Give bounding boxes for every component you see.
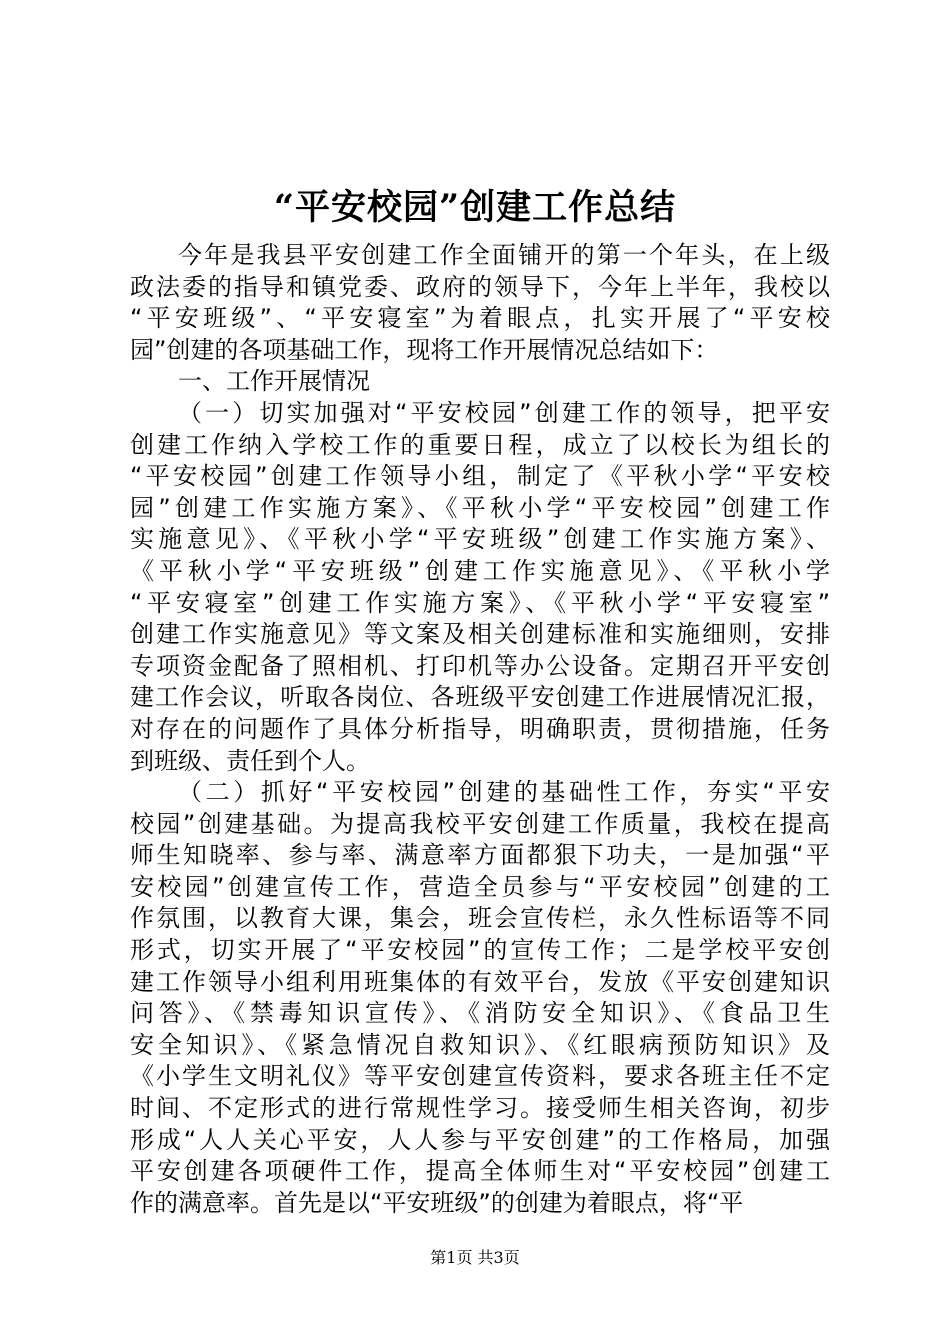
text-line: 形成“人人关心平安，人人参与平安创建”的工作格局，加强 <box>130 1125 830 1154</box>
text-line: 校园”创建基础。为提高我校平安创建工作质量，我校在提高 <box>130 809 830 838</box>
text-line: 安校园”创建宣传工作，营造全员参与“平安校园”创建的工 <box>130 872 830 901</box>
paragraph <box>130 366 830 398</box>
text-line: 师生知晓率、参与率、满意率方面都狠下功夫，一是加强“平 <box>130 841 830 870</box>
text-line: 《小学生文明礼仪》等平安创建宣传资料，要求各班主任不定 <box>130 1062 830 1091</box>
text-line: 时间、不定形式的进行常规性学习。接受师生相关咨询，初步 <box>130 1094 830 1123</box>
text-line: 创建工作纳入学校工作的重要日程，成立了以校长为组长的 <box>130 430 830 459</box>
text-line: 问答》、《禁毒知识宣传》、《消防安全知识》、《食品卫生 <box>130 999 830 1028</box>
text-line: 到班级、责任到个人。 <box>130 746 370 775</box>
paragraph <box>130 777 830 1219</box>
text-line: 《平秋小学“平安班级”创建工作实施意见》、《平秋小学 <box>130 556 830 585</box>
text-line: 安全知识》、《紧急情况自救知识》、《红眼病预防知识》及 <box>130 1030 830 1059</box>
text-line: 专项资金配备了照相机、打印机等办公设备。定期召开平安创 <box>130 651 830 680</box>
text-line: （二）抓好“平安校园”创建的基础性工作，夯实“平安 <box>178 778 830 807</box>
text-line: 作的满意率。首先是以“平安班级”的创建为着眼点，将“平 <box>130 1188 744 1217</box>
text-line: 今年是我县平安创建工作全面铺开的第一个年头，在上级 <box>178 241 830 269</box>
text-line: 对存在的问题作了具体分析指导，明确职责，贯彻措施，任务 <box>130 714 830 743</box>
text-line: 园”创建的各项基础工作，现将工作开展情况总结如下： <box>130 335 719 364</box>
text-line: （一）切实加强对“平安校园”创建工作的领导，把平安 <box>178 398 830 427</box>
paragraph <box>130 240 830 366</box>
text-line: 政法委的指导和镇党委、政府的领导下，今年上半年，我校以 <box>130 272 830 301</box>
text-line: 建工作会议，听取各岗位、各班级平安创建工作进展情况汇报， <box>130 683 830 712</box>
text-line: 一、工作开展情况 <box>178 367 370 396</box>
text-line: 创建工作实施意见》等文案及相关创建标准和实施细则，安排 <box>130 620 830 649</box>
text-line: “平安校园”创建工作领导小组，制定了《平秋小学“平安校 <box>130 462 830 491</box>
text-line: 作氛围，以教育大课，集会，班会宣传栏，永久性标语等不同 <box>130 904 830 933</box>
text-line: “平安班级”、“平安寝室”为着眼点，扎实开展了“平安校 <box>130 304 830 333</box>
document-body <box>130 240 830 1219</box>
paragraph <box>130 398 830 777</box>
text-line: 实施意见》、《平秋小学“平安班级”创建工作实施方案》、 <box>130 525 830 554</box>
text-line: 平安创建各项硬件工作，提高全体师生对“平安校园”创建工 <box>130 1157 830 1186</box>
text-line: 园”创建工作实施方案》、《平秋小学“平安校园”创建工作 <box>130 493 830 522</box>
document-title: “平安校园”创建工作总结 <box>273 187 677 228</box>
text-line: “平安寝室”创建工作实施方案》、《平秋小学“平安寝室” <box>130 588 830 617</box>
text-line: 形式，切实开展了“平安校园”的宣传工作；二是学校平安创 <box>130 936 830 965</box>
page-footer: 第1页 共3页 <box>430 1248 520 1267</box>
text-line: 建工作领导小组利用班集体的有效平台，发放《平安创建知识 <box>130 967 830 996</box>
